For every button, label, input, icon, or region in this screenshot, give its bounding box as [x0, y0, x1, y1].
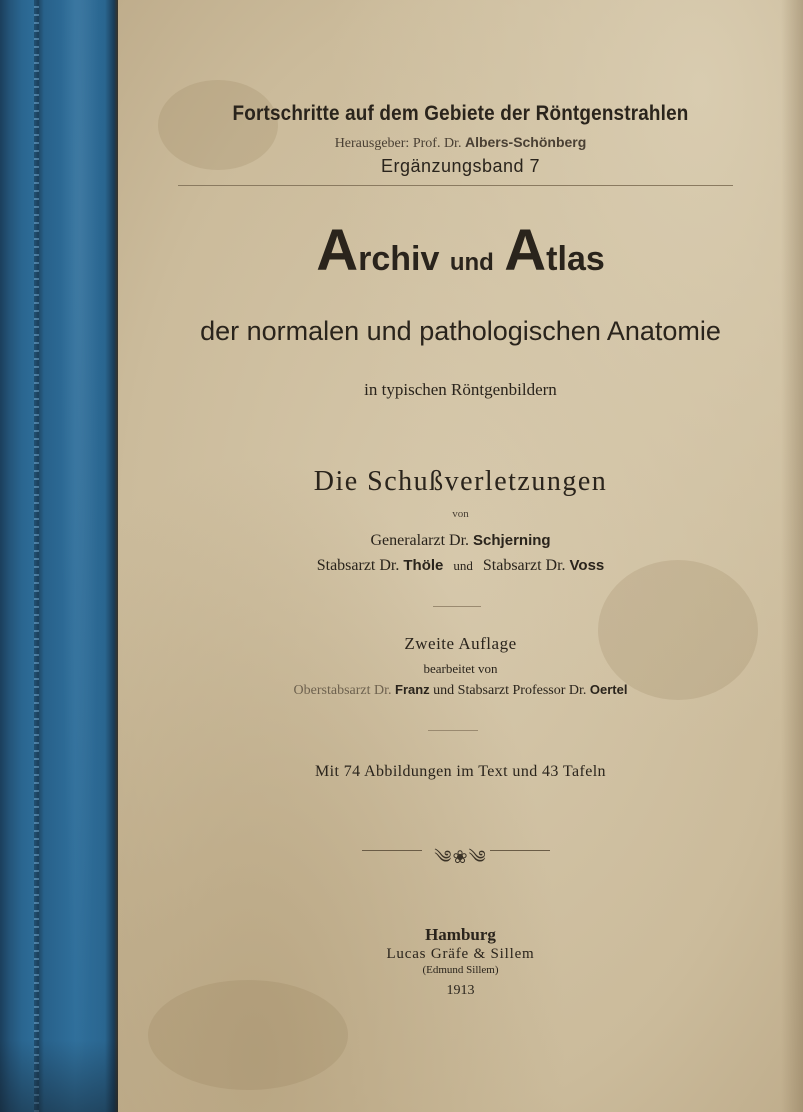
- illustrations-note: Mit 74 Abbildungen im Text und 43 Tafeln: [315, 763, 606, 780]
- author-and: und: [453, 558, 473, 573]
- edition-label: Zweite Auflage: [404, 634, 517, 653]
- publisher-city: Hamburg: [425, 925, 496, 944]
- author-line-1: [118, 532, 803, 550]
- editor-a-name: Franz: [395, 682, 430, 697]
- series-title: Fortschritte auf dem Gebiete der Röntgenstrahlen: [232, 102, 689, 125]
- editors-middle: und Stabsarzt Professor Dr.: [433, 683, 587, 698]
- ornament: ༄❀༄: [434, 847, 487, 867]
- paper-stain: [598, 560, 758, 700]
- author-2-name: Thöle: [403, 557, 444, 574]
- edition-editors: [118, 682, 803, 699]
- publication-year: 1913: [446, 983, 475, 998]
- main-title-conjunction: und: [449, 249, 494, 276]
- spine-shadow: [0, 1040, 118, 1112]
- series-editor: [118, 134, 803, 152]
- by-label: von: [452, 508, 469, 520]
- author-3-name: Voss: [569, 557, 605, 574]
- subtitle-2: in typischen Röntgenbildern: [364, 380, 557, 399]
- author-3-title: Stabsarzt Dr.: [482, 557, 566, 574]
- editor-label: Herausgeber:: [334, 136, 410, 151]
- spine-wear: [60, 0, 100, 1112]
- main-title: [118, 218, 803, 283]
- ornament-line-right: [490, 850, 550, 851]
- edited-by-label: bearbeitet von: [423, 661, 498, 676]
- editor-b-name: Oertel: [589, 682, 628, 697]
- book-spine: [0, 0, 118, 1112]
- main-title-word1: rchiv: [358, 240, 440, 278]
- author-1-title: Generalarzt Dr.: [370, 532, 470, 549]
- section-rule-1: [433, 606, 481, 607]
- author-line-2: [118, 557, 803, 575]
- editor-name: Albers-Schönberg: [464, 134, 587, 150]
- main-title-initial-b: A: [504, 218, 547, 283]
- editor-a-title: Oberstabsarzt Dr.: [293, 683, 392, 698]
- header-rule: [178, 185, 733, 186]
- spine-stitching: [34, 0, 39, 1112]
- author-2-title: Stabsarzt Dr.: [316, 557, 400, 574]
- subtitle: der normalen und pathologischen Anatomie: [200, 316, 721, 346]
- author-1-name: Schjerning: [473, 532, 551, 549]
- editor-prefix: Prof. Dr.: [412, 136, 462, 151]
- publisher-name: Lucas Gräfe & Sillem: [386, 946, 535, 962]
- series-volume: Ergänzungsband 7: [380, 156, 541, 176]
- main-title-word2: tlas: [546, 240, 605, 278]
- section-rule-2: [428, 730, 478, 731]
- publisher-note: (Edmund Sillem): [422, 964, 499, 976]
- main-title-initial-a: A: [316, 218, 359, 283]
- part-title: Die Schußverletzungen: [313, 466, 608, 497]
- title-page: [118, 0, 803, 1112]
